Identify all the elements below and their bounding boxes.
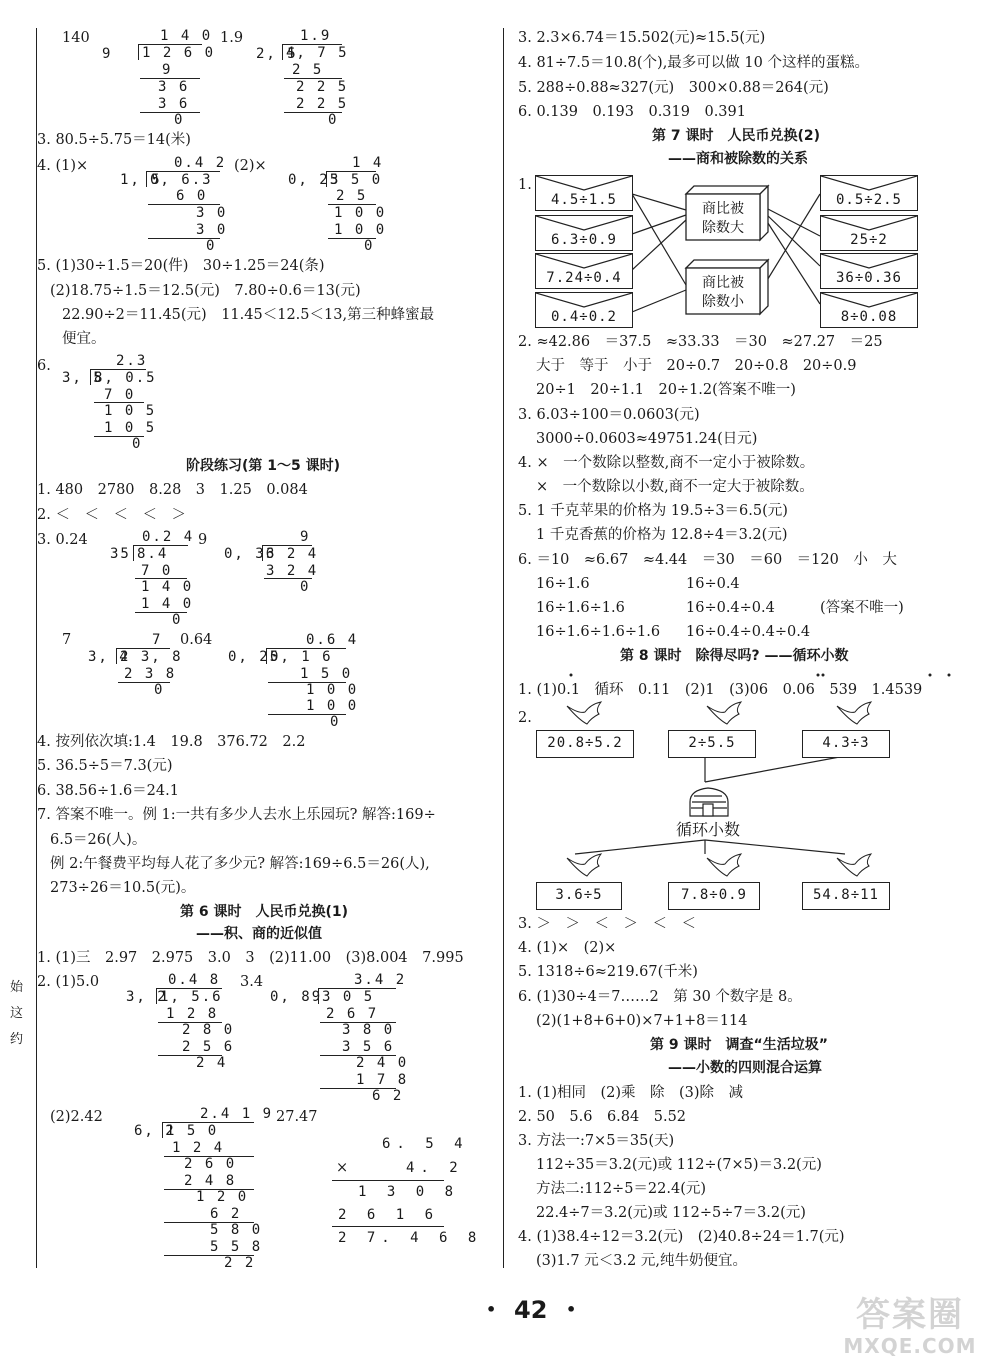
- envelope-card: 0.5÷2.5: [820, 175, 918, 211]
- answer-text: 6. 38.56÷1.6＝24.1: [37, 783, 179, 799]
- answer-text: 27.47: [276, 1109, 318, 1125]
- answer-text: 16÷1.6÷1.6: [536, 600, 625, 616]
- answer-text: 1 千克香蕉的价格为 12.8÷4＝3.2(元): [536, 527, 788, 543]
- answer-text: 例 2:午餐费平均每人花了多少元? 解答:169÷6.5＝26(人),: [50, 856, 430, 872]
- answer-text: 3. 6.03÷100＝0.0603(元): [518, 407, 700, 423]
- answer-text: 5. 288÷0.88≈327(元) 300×0.88＝264(元): [518, 80, 829, 96]
- side-note: 始 这 约: [10, 980, 24, 1047]
- svg-text:商比被: 商比被: [702, 201, 744, 217]
- answer-text: 1. 480 2780 8.28 3 1.25 0.084: [37, 482, 308, 498]
- answer-text: 22.90÷2＝11.45(元) 11.45＜12.5＜13,第三种蜂蜜最: [62, 307, 435, 323]
- answer-text: 5. 1 千克苹果的价格为 19.5÷3＝6.5(元): [518, 503, 788, 519]
- answer-text: 5. 36.5÷5＝7.3(元): [37, 758, 173, 774]
- answer-text: 1. (1)0.1 循环 0.11 (2)1 (3)06 0.06 539 1.4539: [518, 682, 923, 698]
- answer-text: 5. (1)30÷1.5＝20(件) 30÷1.25＝24(条): [37, 258, 325, 274]
- answer-text: 4. (1)× (2)×: [518, 940, 617, 956]
- answer-text: 1. (1)相同 (2)乘 除 (3)除 减: [518, 1085, 744, 1101]
- expression-box: 2÷5.5: [668, 730, 756, 758]
- svg-text:除数小: 除数小: [702, 294, 744, 310]
- answer-text: 3. 方法一:7×5＝35(天): [518, 1133, 675, 1149]
- envelope-card: 6.3÷0.9: [535, 215, 633, 251]
- column-divider: [503, 28, 504, 1268]
- answer-text: 便宜。: [62, 331, 106, 347]
- answer-text: (2)2.42: [50, 1109, 103, 1125]
- answer-text: 4. (1)38.4÷12＝3.2(元) (2)40.8÷24＝1.7(元): [518, 1229, 845, 1245]
- section-subtitle: ——小数的四则混合运算: [668, 1060, 822, 1076]
- answer-text: 16÷0.4÷0.4: [686, 600, 775, 616]
- answer-text: 2. 50 5.6 6.84 5.52: [518, 1109, 687, 1125]
- answer-text: 16÷0.4: [686, 576, 740, 592]
- envelope-card: 8÷0.08: [820, 292, 918, 328]
- svg-text:除数大: 除数大: [702, 220, 744, 236]
- answer-text: 20÷1 20÷1.1 20÷1.2(答案不唯一): [536, 382, 796, 398]
- answer-text: 3. 0.24: [37, 532, 88, 548]
- envelope-card: 0.4÷0.2: [535, 292, 633, 328]
- envelope-card: 7.24÷0.4: [535, 253, 633, 289]
- cube-box: [684, 184, 770, 242]
- answer-text: 6.: [37, 358, 51, 374]
- svg-text:商比被: 商比被: [702, 275, 744, 291]
- answer-text: (2)(1+8+6+0)×7+1+8＝114: [536, 1013, 748, 1029]
- answer-text: 0.64: [180, 632, 213, 648]
- house-icon: [686, 786, 732, 818]
- envelope-card: 4.5÷1.5: [535, 175, 633, 211]
- answer-text: 1. (1)三 2.97 2.975 3.0 3 (2)11.00 (3)8.004 7.995: [37, 950, 464, 966]
- section-subtitle: ——积、商的近似值: [196, 926, 322, 942]
- answer-text: 2. ＜ ＜ ＜ ＜ ＞: [37, 507, 186, 523]
- answer-text: 3. 2.3×6.74＝15.502(元)≈15.5(元): [518, 30, 766, 46]
- answer-text: 112÷35＝3.2(元)或 112÷(7×5)＝3.2(元): [536, 1157, 822, 1173]
- envelope-card: 36÷0.36: [820, 253, 918, 289]
- answer-text: 7: [62, 632, 72, 648]
- tree-lines: [555, 700, 915, 890]
- section-title: 阶段练习(第 1～5 课时): [186, 458, 341, 474]
- answer-text: (2)18.75÷1.5＝12.5(元) 7.80÷0.6＝13(元): [50, 283, 361, 299]
- answer-text: 6. (1)30÷4＝7……2 第 30 个数字是 8。: [518, 989, 802, 1005]
- answer-text: 22.4÷7＝3.2(元)或 112÷5÷7＝3.2(元): [536, 1205, 806, 1221]
- section-title: 第 7 课时 人民币兑换(2): [652, 128, 821, 144]
- answer-text: 2. ≈42.86 ＝37.5 ≈33.33 ＝30 ≈27.27 ＝25: [518, 334, 883, 350]
- answer-text: 5. 1318÷6≈219.67(千米): [518, 964, 698, 980]
- section-subtitle: ——商和被除数的关系: [668, 151, 808, 167]
- answer-text: 4. 按列依次填:1.4 19.8 376.72 2.2: [37, 734, 306, 750]
- answer-text: 16÷1.6: [536, 576, 590, 592]
- answer-text: 方法二:112÷5＝22.4(元): [536, 1181, 707, 1197]
- watermark: 答案圈 MXQE.COM: [843, 1295, 977, 1358]
- left-margin-line: [36, 28, 37, 1268]
- answer-text: 16÷0.4÷0.4÷0.4: [686, 624, 811, 640]
- answer-text: 3. ＞ ＞ ＜ ＞ ＜ ＜: [518, 916, 696, 932]
- answer-text: 大于 等于 小于 20÷0.7 20÷0.8 20÷0.9: [536, 358, 857, 374]
- answer-text: 1.: [518, 177, 532, 193]
- answer-text: 9: [198, 532, 208, 548]
- answer-text: 6. ＝10 ≈6.67 ≈4.44 ＝30 ＝60 ＝120 小 大: [518, 552, 897, 568]
- answer-text: 4. 81÷7.5＝10.8(个),最多可以做 10 个这样的蛋糕。: [518, 55, 869, 71]
- expression-box: 7.8÷0.9: [668, 882, 760, 910]
- answer-text: (答案不唯一): [820, 600, 904, 616]
- answer-text: 3.4: [240, 974, 264, 990]
- section-title: 第 6 课时 人民币兑换(1): [180, 904, 349, 920]
- envelope-card: 25÷2: [820, 215, 918, 251]
- answer-text: 7. 答案不唯一。例 1:一共有多少人去水上乐园玩? 解答:169÷: [37, 807, 436, 823]
- answer-text: 140: [62, 30, 90, 46]
- answer-text: 4. × 一个数除以整数,商不一定小于被除数。: [518, 455, 815, 471]
- expression-box: 54.8÷11: [802, 882, 890, 910]
- cube-box: [684, 258, 770, 316]
- answer-text: × 一个数除以小数,商不一定大于被除数。: [536, 479, 814, 495]
- section-title: 第 9 课时 调查“生活垃圾”: [650, 1037, 828, 1053]
- answer-text: 6.5＝26(人)。: [50, 832, 147, 848]
- answer-text: 3. 80.5÷5.75＝14(米): [37, 132, 191, 148]
- repeating-dots: [560, 670, 960, 684]
- answer-text: (2)×: [234, 158, 267, 174]
- answer-text: 6. 0.139 0.193 0.319 0.391: [518, 104, 746, 120]
- answer-text: 3000÷0.0603≈49751.24(日元): [536, 431, 758, 447]
- expression-box: 4.3÷3: [802, 730, 890, 758]
- center-label: 循环小数: [676, 820, 741, 839]
- answer-text: 2. (1)5.0: [37, 974, 100, 990]
- page-number: 42: [514, 1296, 548, 1324]
- answer-text: (3)1.7 元＜3.2 元,纯牛奶便宜。: [536, 1253, 747, 1269]
- answer-text: 273÷26＝10.5(元)。: [50, 880, 196, 896]
- page-dot: •: [486, 1300, 497, 1319]
- page-dot: •: [566, 1300, 577, 1319]
- answer-text: 2.: [518, 710, 532, 726]
- expression-box: 3.6÷5: [536, 882, 622, 910]
- answer-page: 始 这 约 140 1.9 1 4 0 9 1 2 6 0 9 3 6 3 6 0 1.9 2, 5 4, 7 5 2 5 2 2 5 2 2 5 0 3. 80.5÷5.75＝14(米) 4. (1)× (2)× 0.4 2 1, 5 0, 6.3 6 0 3 0 3 0 0 1 4 0, 25 3 5 0 2 5 1 0 0 1 0 0 0 5. (1)30÷1.5＝20(件) 30÷1.25＝24(条) (2)18.75÷1.5＝12.5(元) 7.80÷0.6＝13(元) 22.90÷2＝11.45(元) 11.45＜12.5＜13,第三种蜂蜜最 便宜。 6. 2.3 3, 5 8, 0.5 7 0 1 0 5 1 0 5 0 阶段练习(第 1～5 课时) 1. 480 2780 8.28 3 1.25 0.084 2. ＜ ＜ ＜ ＜ ＞ 3. 0.24 9 0.2 4 35 8.4 7 0 1 4 0 1 4 0 0 9 0, 36 3 2 4 3 2 4 0 7 0.64 7 3, 4 2 3, 8 2 3 8 0 0.6 4 0, 25 0, 1 6 1 5 0 1 0 0 1 0 0 0 4. 按列依次填:1.4 19.8 376.72 2.2 5. 36.5÷5＝7.3(元) 6. 38.56÷1.6＝24.1 7. 答案不唯一。例 1:一共有多少人去水上乐园玩? 解答:169÷ 6.5＝26(人)。 例 2:午餐费平均每人花了多少元? 解答:169÷6.5＝26(人), 273÷26＝10.5(元)。 第 6 课时 人民币兑换(1) ——积、商的近似值 1. (1)三 2.97 2.975 3.0 3 (2)11.00 (3)8.004 7.995 2. (1)5.0 3.4 0.4 8 3, 2 1, 5.6 1 2 8 2 8 0 2 5 6 2 4 3.4 2 0, 89 3 0 5 2 6 7 3 8 0 3 5 6 2 4 0 1 7 8 6 2 (2)2.42 27.47 2.4 1 9 6, 2 1 5 0 1 2 4 2 6 0 2 4 8 1 2 0 6 2 5 8 0 5 5 8 2 2 6. 5 4 × 4. 2 1 3 0 8 2 6 1 6 2 7. 4 6 8 3. 2.3×6.74＝15.502(元)≈15.5(元) 4. 81÷7.5＝10.8(个),最多可以做 10 个这样的蛋糕。 5. 288÷0.88≈327(元) 300×0.88＝264(元) 6. 0.139 0.193 0.319 0.391 第 7 课时 人民币兑换(2) ——商和被除数的关系 1. 4.5÷1.5 6.3÷0.9 7.24÷0.4 0.4÷0.2 0.5÷2.5 25÷2 36÷0.36 8÷0.08 商比被 除数大 商比被 除数小 2. ≈42.86 ＝37.5 ≈33.33 ＝30 ≈27.27 ＝25 大于 等于 小于 20÷0.7 20÷0.8 20÷0.9 20÷1 20÷1.1 20÷1.2(答案不唯一) 3. 6.03÷100＝0.0603(元) 3000÷0.0603≈49751.24(日元) 4. × 一个数除以整数,商不一定小于被除数。 × 一个数除以小数,商不一定大于被除数。 5. 1 千克苹果的价格为 19.5÷3＝6.5(元) 1 千克香蕉的价格为 12.8÷4＝3.2(元) 6. ＝10 ≈6.67 ≈4.44 ＝30 ＝60 ＝120 小 大 16÷1.6 16÷0.4 16÷1.6÷1.6 16÷0.4÷0.4 (答案不唯一) 16÷1.6÷1.6÷1.6 16÷0.4÷0.4÷0.4 第 8 课时 除得尽吗? ——循环小数 1. (1)0.1 循环 0.11 (2)1 (3)06 0.06 539 1.4539 2. 20.8÷5.2 2÷5.5 4.3÷3 循环小数 3.6÷5 7.8÷0.9 54.8÷11 3. ＞ ＞ ＜ ＞ ＜ ＜ 4. (1)× (2)× 5. 1318÷6≈219.67(千米) 6. (1)30÷4＝7……2 第 30 个数字是 8。 (2)(1+8+6+0)×7+1+8＝114 第 9 课时 调查“生活垃圾” ——小数的四则混合运算 1. (1)相同 (2)乘 除 (3)除 减 2. 50 5.6 6.84 5.52 3. 方法一:7×5＝35(天) 112÷35＝3.2(元)或 112÷(7×5)＝3.2(元) 方法二:112÷5＝22.4(元) 22.4÷7＝3.2(元)或 112÷5÷7＝3.2(元) 4. (1)38.4÷12＝3.2(元) (2)40.8÷24＝1.7(元) (3)1.7 元＜3.2 元,纯牛奶便宜。 • 42 • 答案圈 MXQE.COM: [0, 0, 1000, 1370]
- answer-text: 4. (1)×: [37, 158, 89, 174]
- answer-text: 1.9: [220, 30, 244, 46]
- answer-text: 16÷1.6÷1.6÷1.6: [536, 624, 661, 640]
- section-title: 第 8 课时 除得尽吗? ——循环小数: [620, 648, 849, 664]
- expression-box: 20.8÷5.2: [536, 730, 634, 758]
